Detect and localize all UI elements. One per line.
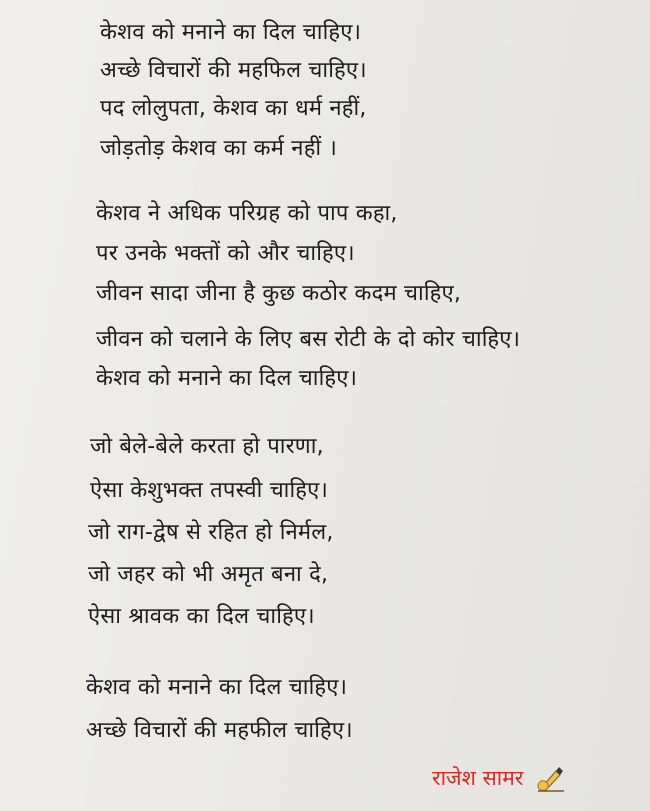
poem-line: ऐसा केशुभक्त तपस्वी चाहिए। xyxy=(90,478,329,503)
poem-line: जोड़तोड़ केशव का कर्म नहीं । xyxy=(100,136,338,161)
author-name: राजेश सामर xyxy=(432,766,524,790)
poem-line: जो बेले-बेले करता हो पारणा, xyxy=(90,434,324,459)
poem-line: जीवन सादा जीना है कुछ कठोर कदम चाहिए, xyxy=(96,281,462,306)
poem-line: केशव को मनाने का दिल चाहिए। xyxy=(100,20,362,45)
writing-hand-icon xyxy=(536,763,566,793)
poem-line: अच्छे विचारों की महफील चाहिए। xyxy=(86,718,353,743)
poem-line: पद लोलुपता, केशव का धर्म नहीं, xyxy=(100,96,367,121)
poem-line: जो जहर को भी अमृत बना दे, xyxy=(88,562,329,587)
poem-line: केशव को मनाने का दिल चाहिए। xyxy=(86,675,348,700)
poem-line: पर उनके भक्तों को और चाहिए। xyxy=(96,241,355,266)
poem-line: केशव को मनाने का दिल चाहिए। xyxy=(96,366,358,391)
poem-line: ऐसा श्रावक का दिल चाहिए। xyxy=(88,604,315,629)
author-signature xyxy=(432,762,566,793)
poem-line: अच्छे विचारों की महफिल चाहिए। xyxy=(100,58,367,83)
poem-line: जीवन को चलाने के लिए बस रोटी के दो कोर चाहिए। xyxy=(96,327,521,352)
poem-line: जो राग-द्वेष से रहित हो निर्मल, xyxy=(88,520,334,545)
poem-line: केशव ने अधिक परिग्रह को पाप कहा, xyxy=(96,201,398,226)
